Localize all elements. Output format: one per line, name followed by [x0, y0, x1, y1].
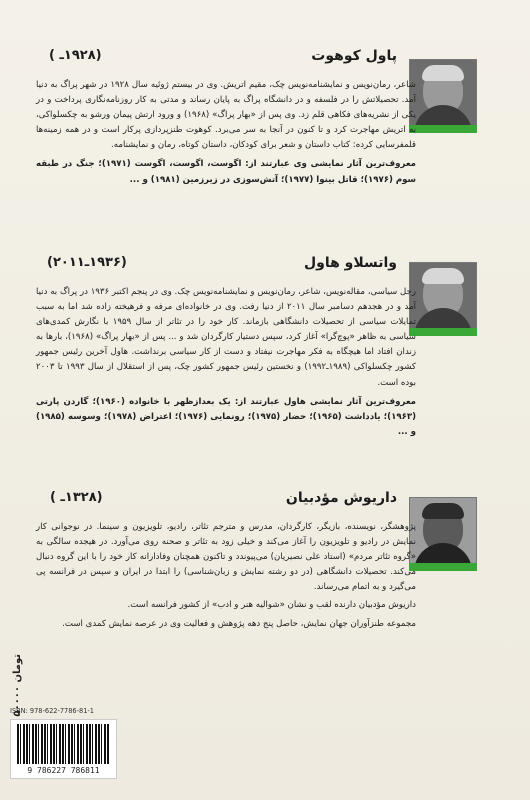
bio-text: پژوهشگر، نویسنده، بازیگر، کارگردان، مدرس و مترجم تئاتر، رادیو، تلویزیون و سینما. در نوجوانی کار نمایش در رادیو و تلویزیون را آغاز می‌کند و خیلی زود به تئاتر و صحنه روی می‌آورد. در هیجده سالگی به «گروه تئاتر مردم» (استاد علی نصیریان) می‌پیوندد و تاکنون همچنان وفادارانه کار خود را با این گروه دنبال می‌کند. تحصیلات دانشگاهی (در دو رشته نمایش و زبان‌شناسی) را ابتدا در ایران و سپس در فرانسه پی می‌گیرد و به اتمام می‌رساند.: [36, 522, 416, 593]
works-text: مجموعه طنزآوران جهان نمایش، حاصل پنج دهه پژوهش و فعالیت وی در عرصه نمایش کمدی است.: [62, 618, 416, 629]
author-photo-havel: [409, 262, 477, 330]
author-years: (۱۳۲۸ـ ): [50, 490, 103, 505]
author-years: (۱۹۳۶ـ۲۰۱۱): [47, 255, 127, 270]
author-name: داریوش مؤدبیان: [285, 490, 397, 506]
isbn-text: ISBN: 978-622-7786-81-1: [10, 707, 94, 715]
green-accent-bar: [409, 125, 477, 133]
author-bio: [36, 78, 416, 188]
barcode: [10, 719, 117, 779]
author-bio: [36, 285, 416, 440]
author-name: واتسلاو هاول: [303, 255, 397, 271]
works-text: معروف‌ترین آثار نمایشی هاول عبارتند از: یک بعدازظهر با خانواده (۱۹۶۰)؛ گاردن پارتی (۱۹۶۳)؛ یادداشت (۱۹۶۵)؛ حضار (۱۹۷۵)؛ رونمایی (۱۹۷۶)؛ اعتراض (۱۹۷۸)؛ وسوسه (۱۹۸۵) و ...: [36, 396, 417, 437]
green-accent-bar: [409, 563, 477, 571]
works-text: معروف‌ترین آثار نمایشی وی عبارتند از: اگوست، اگوست، اگوست (۱۹۷۱)؛ جنگ در طبقه سوم (۱۹۷۶)؛ قاتل بینوا (۱۹۷۷)؛ آتش‌سوزی در زیرزمین (۱۹۸۱) و ...: [36, 159, 416, 185]
barcode-bars: [17, 724, 110, 764]
author-photo-kohout: [409, 59, 477, 127]
bio-text: رجل سیاسی، مقاله‌نویس، شاعر، رمان‌نویس و نمایشنامه‌نویس چک. وی در پنجم اکتبر ۱۹۳۶ در پراگ به دنیا آمد و در هجدهم دسامبر سال ۲۰۱۱ از دنیا رفت. وی در خانواده‌ای مرفه و فرهیخته زاده شد اما به سبب تمایلات سیاسی از تحصیلات دانشگاهی بازماند. کار خود را در تئاتر از سال ۱۹۵۹ با نگارش کمدی‌های سیاسی به ظاهر «پوچ‌گرا» آغاز کرد، سپس دستیار کارگردان شد و ... پس از «بهار پراگ» (۱۹۶۸)، بارها به زندان افتاد اما هیچگاه به فکر مهاجرت نیفتاد و دست از کار سیاسی برنداشت. هاول آخرین رئیس جمهور کشور چکسلواکی (۱۹۸۹ـ۱۹۹۲) و نخستین رئیس جمهور کشور چک، پس از استقلال از سال ۱۹۹۳ تا ۲۰۰۳ بوده است.: [36, 287, 416, 388]
green-accent-bar: [409, 328, 477, 336]
barcode-digits: 9 786227 786811: [27, 766, 100, 775]
author-name: پاول کوهوت: [311, 48, 397, 64]
author-photo-moaddabian: [409, 497, 477, 565]
bio-text: شاعر، رمان‌نویس و نمایشنامه‌نویس چک، مقیم اتریش. وی در بیستم ژوئیه سال ۱۹۲۸ در شهر پراگ به دنیا آمد. تحصیلاتش را در فلسفه و در دانشگاه پراگ به پایان رساند و مدتی به کار روزنامه‌نگاری پرداخت و در یکی از نشریه‌های فکاهی قلم زد. وی پس از «بهار پراگ» (۱۹۶۸) و ورود ارتش پیمان ورشو به چکسلواکی، به اتریش مهاجرت کرد و تا کنون در آنجا به سر می‌برد. کوهوت طنزپردازی پرکار است و در همه زمینه‌ها قلمفرسایی کرده: کتاب داستان و شعر برای کودکان، داستان کوتاه، رمان و نمایشنامه.: [36, 80, 416, 151]
author-years: (۱۹۲۸ـ ): [49, 48, 102, 63]
price-label: ۵۰۰۰۰ تومان: [12, 654, 23, 717]
award-text: داریوش مؤدبیان دارنده لقب و نشان «شوالیه هنر و ادب» از کشور فرانسه است.: [127, 600, 416, 611]
author-bio: [36, 520, 416, 632]
